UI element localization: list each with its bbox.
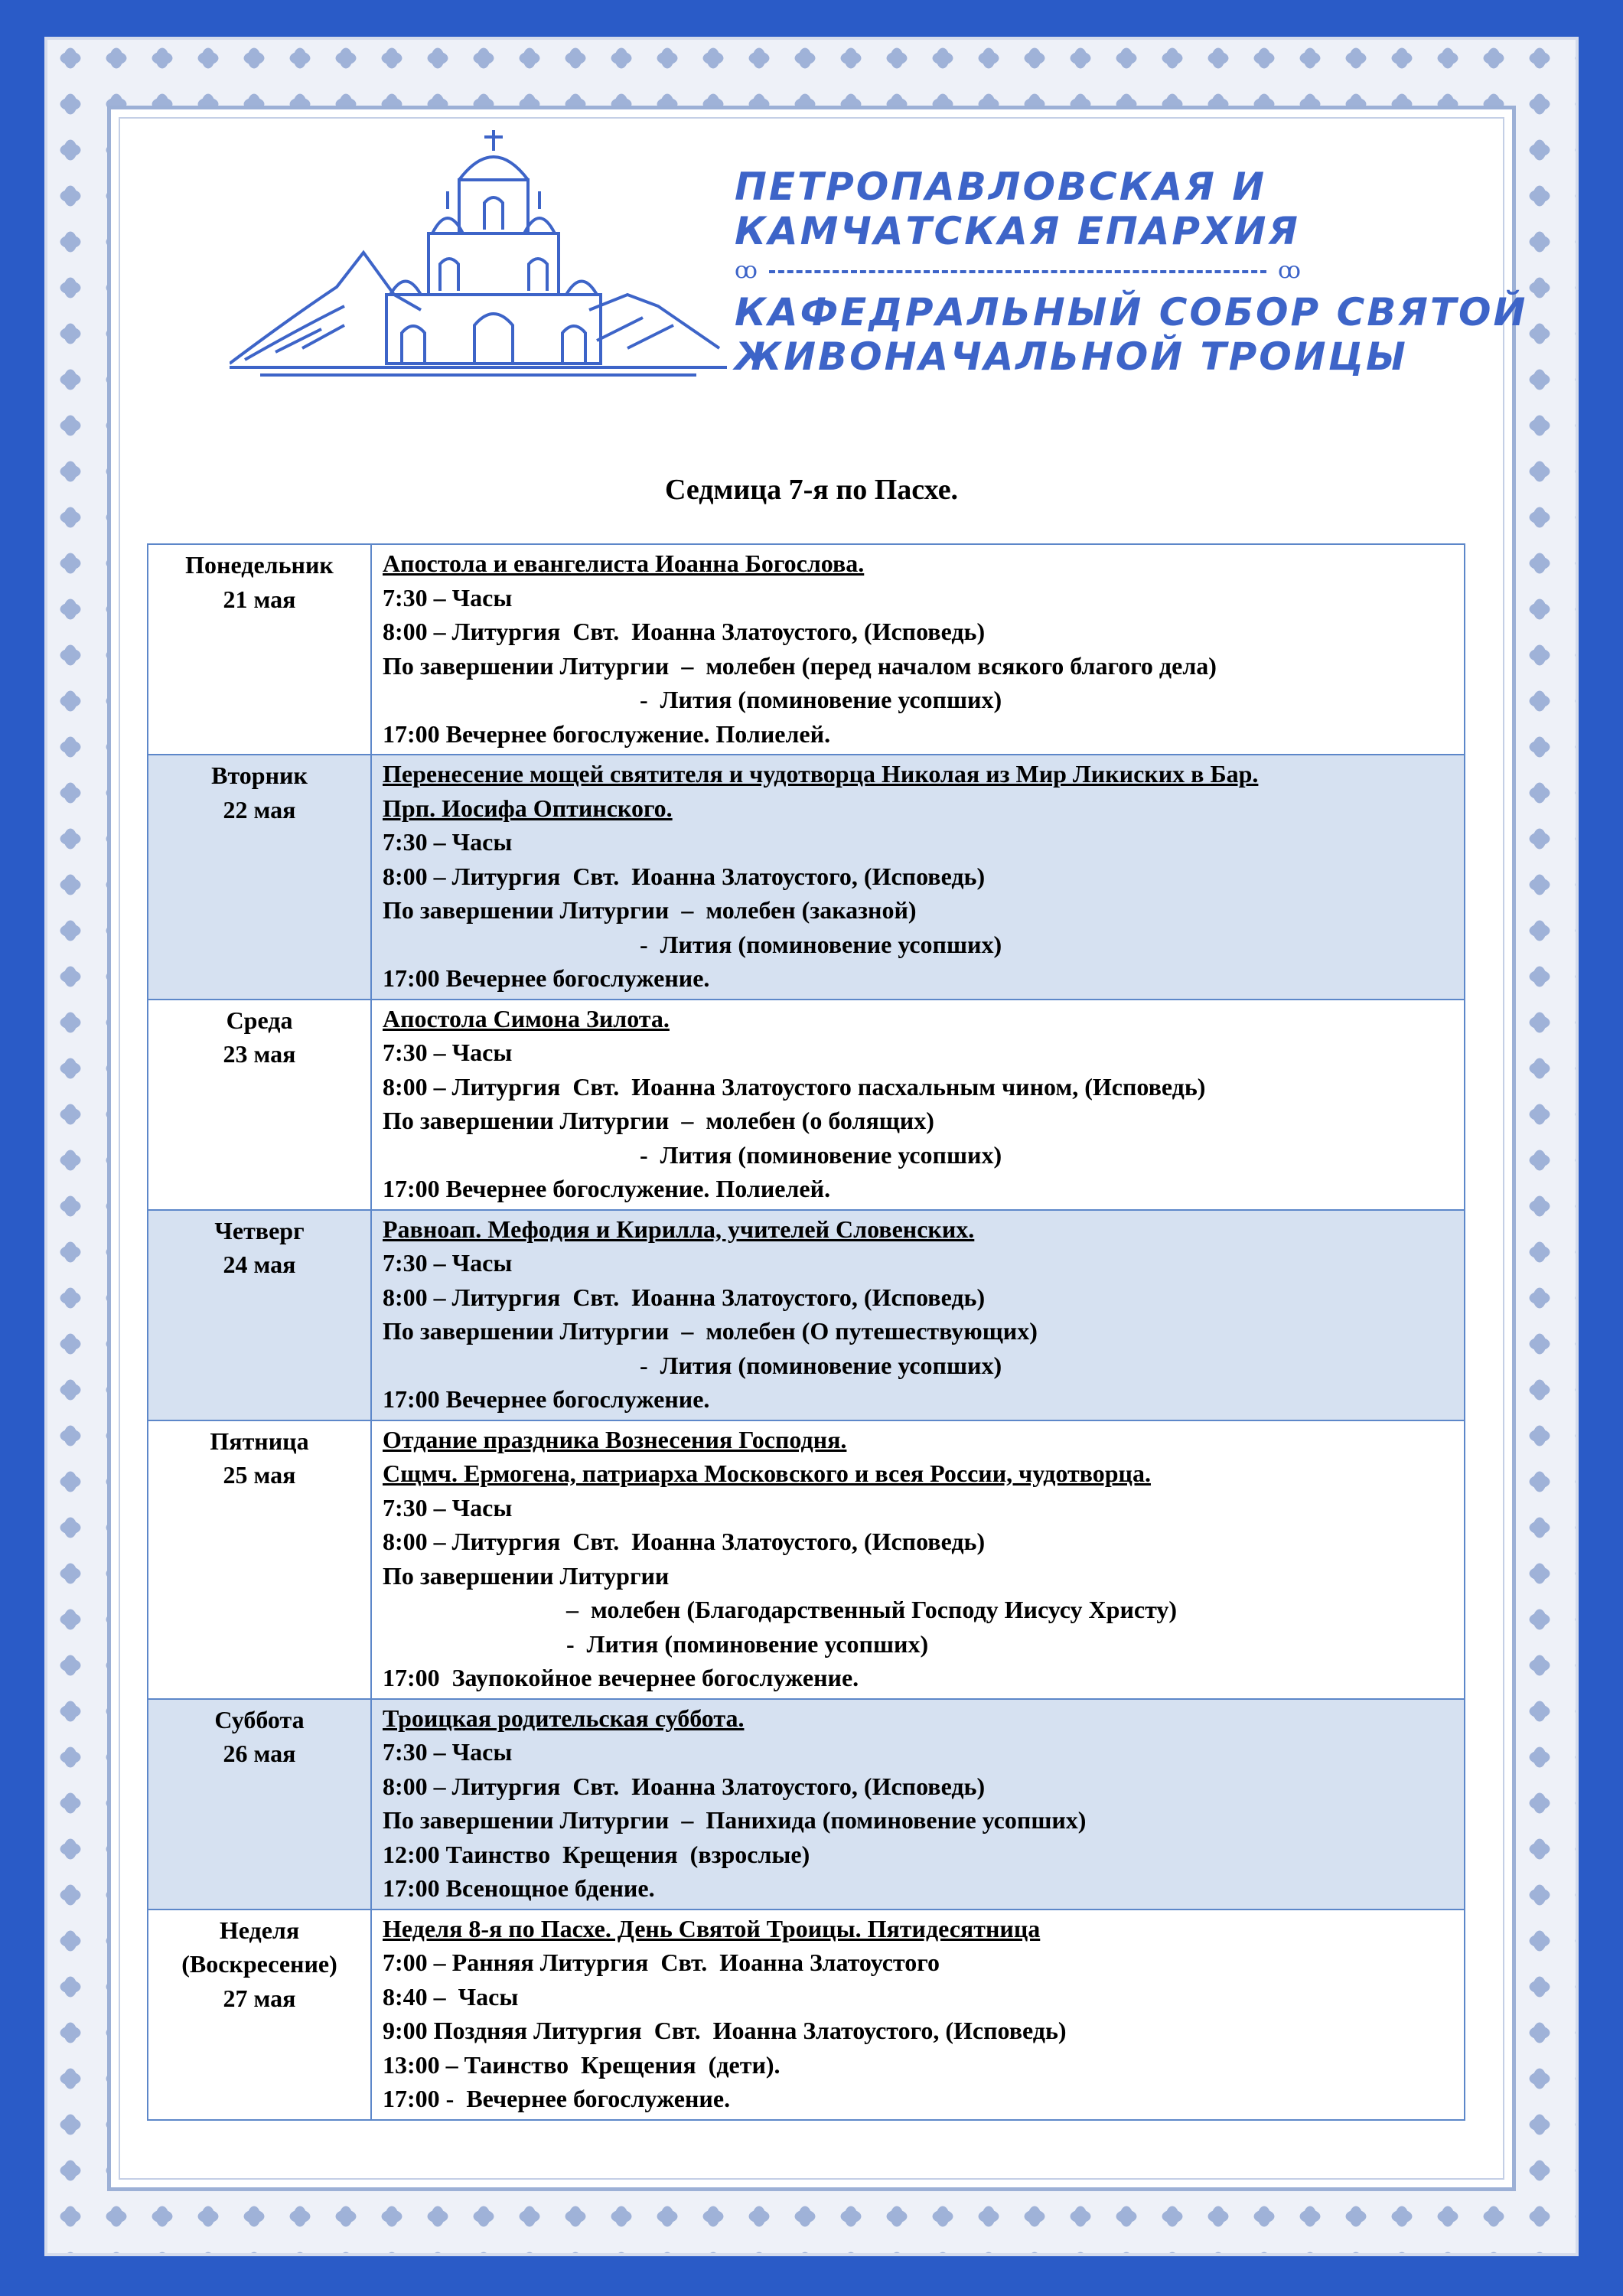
service-line: 7:30 – Часы: [383, 1039, 513, 1066]
date: 22 мая: [223, 795, 296, 823]
service-line: 7:30 – Часы: [383, 1493, 513, 1521]
service-line: - Лития (поминовение усопших): [383, 686, 1002, 713]
weekday: Среда: [226, 1006, 293, 1034]
service-line: 7:30 – Часы: [383, 1738, 513, 1766]
weekday: Вторник: [211, 762, 308, 789]
date: 27 мая: [223, 1984, 296, 2012]
feast-title: Отдание праздника Вознесения Господня.: [383, 1425, 847, 1453]
service-line: По завершении Литургии – Панихида (поминовение усопших): [383, 1806, 1087, 1834]
day-cell: [148, 1000, 371, 1210]
services-cell: [371, 1420, 1465, 1699]
table-row: [148, 755, 1465, 1000]
schedule-table: [147, 543, 1465, 2121]
header-line-1: ПЕТРОПАВЛОВСКАЯ И: [735, 165, 1267, 209]
weekday: Пятница: [210, 1427, 309, 1455]
service-line: 7:30 – Часы: [383, 828, 513, 856]
header-divider: [735, 259, 1301, 282]
day-cell: [148, 1699, 371, 1910]
service-line: - Лития (поминовение усопших): [383, 1351, 1002, 1379]
service-line: 7:30 – Часы: [383, 1249, 513, 1277]
table-row: [148, 1910, 1465, 2120]
diocese-header: [735, 165, 1528, 379]
table-row: [148, 544, 1465, 755]
service-line: 8:40 – Часы: [383, 1982, 519, 2011]
service-line: 17:00 Вечернее богослужение. Полиелей.: [383, 719, 831, 748]
table-row: [148, 1210, 1465, 1420]
weekday: Суббота: [214, 1705, 305, 1733]
table-row: [148, 1420, 1465, 1699]
weekday: Четверг: [214, 1216, 305, 1244]
page-title: Седмица 7-я по Пасхе.: [664, 474, 959, 506]
feast-title: Апостола и евангелиста Иоанна Богослова.: [383, 550, 865, 577]
service-line: По завершении Литургии – молебен (заказной): [383, 896, 917, 924]
service-line: По завершении Литургии – молебен (о болящих): [383, 1107, 934, 1134]
service-line: 12:00 Таинство Крещения (взрослые): [383, 1840, 810, 1868]
service-line: 8:00 – Литургия Свт. Иоанна Златоустого пасхальным чином, (Исповедь): [383, 1072, 1206, 1101]
feast-title: Апостола Симона Зилота.: [383, 1004, 670, 1032]
feast-title: Сщмч. Ермогена, патриарха Московского и всея России, чудотворца.: [383, 1459, 1151, 1487]
day-cell: [148, 755, 371, 1000]
service-line: 17:00 Вечернее богослужение.: [383, 1385, 710, 1413]
feast-title: Перенесение мощей святителя и чудотворца Николая из Мир Ликиских в Бар.: [383, 760, 1259, 788]
service-line: 17:00 Вечернее богослужение.: [383, 964, 710, 992]
header-line-2: КАМЧАТСКАЯ ЕПАРХИЯ: [735, 209, 1300, 253]
date: 26 мая: [223, 1740, 296, 1767]
dashed-divider: [769, 270, 1266, 273]
divider-curl-right-icon: ꝏ: [1278, 258, 1301, 283]
date: 24 мая: [223, 1251, 296, 1278]
service-line: - Лития (поминовение усопших): [383, 1140, 1002, 1169]
date: 25 мая: [223, 1461, 296, 1489]
service-line: 9:00 Поздняя Литургия Свт. Иоанна Златоустого, (Исповедь): [383, 2017, 1067, 2044]
services-cell: [371, 544, 1465, 755]
service-line: 7:30 – Часы: [383, 583, 513, 612]
cathedral-logo-icon: [230, 119, 727, 394]
service-line: 8:00 – Литургия Свт. Иоанна Златоустого, (Исповедь): [383, 862, 986, 890]
service-line: – молебен (Благодарственный Господу Иисусу Христу): [383, 1596, 1178, 1623]
service-line: 17:00 Заупокойное вечернее богослужение.: [383, 1664, 859, 1691]
day-cell: [148, 1910, 371, 2120]
feast-title: Троицкая родительская суббота.: [383, 1704, 745, 1732]
divider-curl-left-icon: ꝏ: [735, 258, 758, 283]
services-cell: [371, 755, 1465, 1000]
day-cell: [148, 544, 371, 755]
weekday: Неделя: [219, 1916, 300, 1944]
feast-title: Прп. Иосифа Оптинского.: [383, 794, 673, 822]
service-line: - Лития (поминовение усопших): [383, 930, 1002, 958]
header-line-3: КАФЕДРАЛЬНЫЙ СОБОР СВЯТОЙ: [735, 290, 1528, 334]
service-line: 8:00 – Литургия Свт. Иоанна Златоустого, (Исповедь): [383, 1283, 986, 1311]
day-cell: [148, 1210, 371, 1420]
header-line-4: ЖИВОНАЧАЛЬНОЙ ТРОИЦЫ: [735, 334, 1408, 379]
services-cell: [371, 1210, 1465, 1420]
service-line: 8:00 – Литургия Свт. Иоанна Златоустого, (Исповедь): [383, 1528, 986, 1555]
service-line: 13:00 – Таинство Крещения (дети).: [383, 2050, 781, 2079]
feast-title: Равноап. Мефодия и Кирилла, учителей Словенских.: [383, 1215, 975, 1243]
day-cell: [148, 1420, 371, 1699]
services-cell: [371, 1699, 1465, 1910]
table-row: [148, 1000, 1465, 1210]
service-line: 8:00 – Литургия Свт. Иоанна Златоустого, (Исповедь): [383, 1772, 986, 1800]
services-cell: [371, 1910, 1465, 2120]
services-cell: [371, 1000, 1465, 1210]
weekday-extra: (Воскресение): [181, 1950, 337, 1978]
service-line: По завершении Литургии: [383, 1561, 670, 1590]
service-line: 17:00 - Вечернее богослужение.: [383, 2085, 731, 2112]
date: 21 мая: [223, 585, 296, 613]
service-line: - Лития (поминовение усопших): [383, 1629, 929, 1658]
service-line: По завершении Литургии – молебен (перед началом всякого благого дела): [383, 651, 1217, 680]
service-line: По завершении Литургии – молебен (О путешествующих): [383, 1317, 1038, 1345]
feast-title: Неделя 8-я по Пасхе. День Святой Троицы. Пятидесятница: [383, 1914, 1041, 1942]
service-line: 17:00 Вечернее богослужение. Полиелей.: [383, 1175, 831, 1202]
date: 23 мая: [223, 1040, 296, 1068]
weekday: Понедельник: [185, 551, 334, 579]
service-line: 8:00 – Литургия Свт. Иоанна Златоустого, (Исповедь): [383, 618, 986, 645]
table-row: [148, 1699, 1465, 1910]
service-line: 7:00 – Ранняя Литургия Свт. Иоанна Златоустого: [383, 1949, 940, 1976]
service-line: 17:00 Всенощное бдение.: [383, 1874, 655, 1902]
